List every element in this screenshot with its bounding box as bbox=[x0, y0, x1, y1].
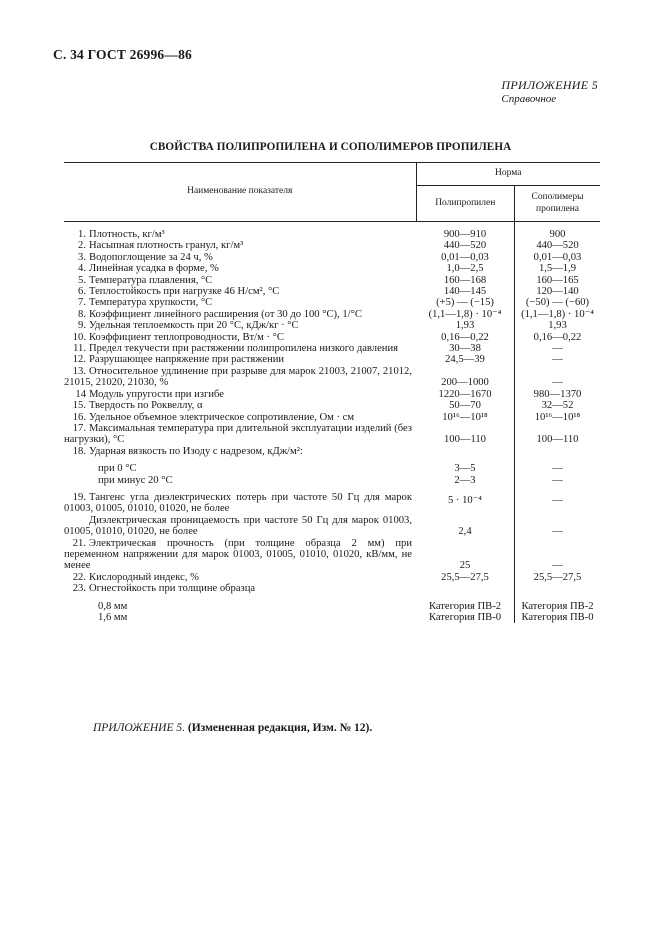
row-name: Максимальная температура при длительной эксплуатации изделий (без нагрузки), °С bbox=[64, 422, 412, 446]
value-polypropylene: Категория ПВ-0 bbox=[416, 612, 515, 623]
row-number: 19. bbox=[72, 491, 86, 503]
row-number: 3. bbox=[78, 251, 86, 263]
value-copolymer: — bbox=[552, 463, 563, 475]
row-name: при минус 20 °С bbox=[98, 474, 173, 486]
value-copolymer: — bbox=[552, 343, 563, 355]
row-name: Предел текучести при растяжении полипропилена низкого давления bbox=[89, 343, 398, 355]
value-copolymer: 160—165 bbox=[536, 274, 579, 286]
row-number: 8. bbox=[78, 308, 86, 320]
header-polypropylene: Полипропилен bbox=[416, 186, 515, 222]
table-row bbox=[64, 354, 600, 365]
value-polypropylene: 100—110 bbox=[416, 423, 515, 446]
properties-table bbox=[64, 162, 600, 623]
value-copolymer: 440—520 bbox=[536, 240, 579, 252]
table-row bbox=[64, 332, 600, 343]
table-row bbox=[64, 423, 600, 446]
page-header: С. 34 ГОСТ 26996—86 bbox=[53, 47, 192, 62]
document-title: СВОЙСТВА ПОЛИПРОПИЛЕНА И СОПОЛИМЕРОВ ПРОПИЛЕНА bbox=[149, 141, 512, 153]
row-name: Насыпная плотность гранул, кг/м³ bbox=[89, 240, 244, 252]
table-row bbox=[64, 583, 600, 600]
value-copolymer: 10¹⁶—10¹⁸ bbox=[534, 411, 581, 423]
value-polypropylene: 2,4 bbox=[416, 515, 515, 538]
row-name: Огнестойкость при толщине образца bbox=[89, 583, 256, 595]
value-copolymer: — bbox=[552, 354, 563, 366]
value-copolymer bbox=[515, 446, 601, 463]
row-name: Модуль упругости при изгибе bbox=[89, 388, 224, 400]
table-row bbox=[64, 412, 600, 423]
value-polypropylene: 0,01—0,03 bbox=[416, 252, 515, 263]
row-name: Ударная вязкость по Изоду с надрезом, кДж/м²: bbox=[89, 445, 303, 457]
value-polypropylene: Категория ПВ-2 bbox=[416, 601, 515, 612]
value-polypropylene bbox=[416, 583, 515, 600]
row-name: Относительное удлинение при разрыве для марок 21003, 21007, 21012, 21015, 21020, 21030, % bbox=[64, 365, 412, 389]
value-copolymer: Категория ПВ-2 bbox=[521, 600, 594, 612]
value-polypropylene: 2—3 bbox=[416, 475, 515, 486]
value-polypropylene: 0,16—0,22 bbox=[416, 332, 515, 343]
value-polypropylene: 140—145 bbox=[416, 286, 515, 297]
value-polypropylene: 10¹⁶—10¹⁸ bbox=[416, 412, 515, 423]
table-row bbox=[64, 601, 600, 612]
value-copolymer: — bbox=[552, 560, 563, 572]
row-number: 18. bbox=[72, 445, 86, 457]
table-row bbox=[64, 309, 600, 320]
header-copolymers-text: Сополимеры пропилена bbox=[531, 192, 584, 214]
value-polypropylene: 50—70 bbox=[416, 400, 515, 411]
row-name: Удельная теплоемкость при 20 °С, кДж/кг · °С bbox=[89, 320, 299, 332]
table-row bbox=[64, 229, 600, 240]
header-norma: Норма bbox=[416, 163, 600, 186]
row-name: Разрушающее напряжение при растяжении bbox=[89, 354, 285, 366]
value-polypropylene: 5 · 10⁻⁴ bbox=[416, 486, 515, 515]
appendix-sublabel: Справочное bbox=[501, 93, 557, 105]
row-number: 7. bbox=[78, 297, 86, 309]
row-name: Температура хрупкости, °С bbox=[89, 297, 213, 309]
footnote-amendment: (Измененная редакция, Изм. № 12). bbox=[187, 722, 373, 734]
table-row bbox=[64, 446, 600, 463]
footnote-appendix-ref: ПРИЛОЖЕНИЕ 5. bbox=[93, 722, 185, 734]
table-row bbox=[64, 572, 600, 583]
value-polypropylene: 1,0—2,5 bbox=[416, 263, 515, 274]
value-polypropylene: 3—5 bbox=[416, 463, 515, 474]
value-polypropylene: 200—1000 bbox=[416, 366, 515, 389]
row-number: 5. bbox=[78, 274, 86, 286]
value-copolymer: 900 bbox=[549, 229, 566, 240]
row-name: Тангенс угла диэлектрических потерь при частоте 50 Гц для марок 01003, 01005, 01010, 01020, не более bbox=[64, 491, 412, 515]
value-copolymer: — bbox=[552, 377, 563, 389]
table-row bbox=[64, 389, 600, 400]
row-name: Теплостойкость при нагрузке 46 Н/см², °С bbox=[89, 286, 280, 298]
table-row bbox=[64, 538, 600, 572]
value-polypropylene: (1,1—1,8) · 10⁻⁴ bbox=[416, 309, 515, 320]
row-name: при 0 °С bbox=[98, 463, 137, 475]
row-name: Коэффициент теплопроводности, Вт/м · °С bbox=[89, 331, 284, 343]
value-copolymer: 100—110 bbox=[536, 434, 579, 446]
row-number: 21. bbox=[72, 537, 86, 549]
row-number: 15. bbox=[72, 400, 86, 412]
value-copolymer: 32—52 bbox=[541, 400, 574, 412]
value-polypropylene: 440—520 bbox=[416, 240, 515, 251]
value-copolymer bbox=[515, 583, 601, 600]
value-polypropylene: (+5) — (−15) bbox=[416, 297, 515, 308]
table-row bbox=[64, 286, 600, 297]
value-polypropylene bbox=[416, 446, 515, 463]
value-copolymer: — bbox=[552, 494, 563, 506]
row-number: 4. bbox=[78, 263, 86, 275]
row-number: 6. bbox=[78, 286, 86, 298]
footnote bbox=[93, 722, 372, 734]
row-number: 22. bbox=[72, 571, 86, 583]
table-row bbox=[64, 612, 600, 623]
row-number: 17. bbox=[72, 422, 86, 434]
table-row bbox=[64, 400, 600, 411]
header-copolymers bbox=[515, 186, 601, 222]
value-copolymer: 980—1370 bbox=[533, 388, 582, 400]
table-row bbox=[64, 320, 600, 331]
row-number: 11. bbox=[73, 343, 86, 355]
row-name: Электрическая прочность (при толщине образца 2 мм) при переменном напряжении для марок 01003, 01005, 01010, 01020, кВ/мм, не менее bbox=[64, 537, 412, 572]
table-body bbox=[64, 222, 600, 624]
value-polypropylene: 160—168 bbox=[416, 275, 515, 286]
value-copolymer: — bbox=[552, 526, 563, 538]
table-row bbox=[64, 515, 600, 538]
row-name: Удельное объемное электрическое сопротивление, Ом · см bbox=[89, 411, 355, 423]
row-number: 1. bbox=[78, 229, 86, 240]
row-name: Плотность, кг/м³ bbox=[89, 229, 165, 240]
value-copolymer: (−50) — (−60) bbox=[525, 297, 590, 309]
row-number: 12. bbox=[72, 354, 86, 366]
row-name: 1,6 мм bbox=[98, 612, 128, 623]
value-copolymer: 0,01—0,03 bbox=[533, 251, 582, 263]
table-row bbox=[64, 263, 600, 274]
row-number: 23. bbox=[72, 583, 86, 595]
value-copolymer: 1,93 bbox=[548, 320, 567, 332]
row-name: Линейная усадка в форме, % bbox=[89, 263, 219, 275]
row-number: 13. bbox=[72, 365, 86, 377]
value-polypropylene: 900—910 bbox=[416, 229, 515, 240]
table-row bbox=[64, 486, 600, 515]
row-name: Диэлектрическая проницаемость при частоте 50 Гц для марок 01003, 01005, 01010, 01020, не более bbox=[64, 514, 412, 538]
value-polypropylene: 30—38 bbox=[416, 343, 515, 354]
row-number: 16. bbox=[72, 411, 86, 423]
table-row bbox=[64, 463, 600, 474]
value-polypropylene: 1220—1670 bbox=[416, 389, 515, 400]
appendix-label-block bbox=[501, 78, 598, 105]
value-copolymer: 0,16—0,22 bbox=[533, 331, 582, 343]
table-row bbox=[64, 475, 600, 486]
row-number: 14 bbox=[75, 388, 86, 400]
value-copolymer: (1,1—1,8) · 10⁻⁴ bbox=[521, 308, 594, 320]
value-polypropylene: 25,5—27,5 bbox=[416, 572, 515, 583]
row-name: Температура плавления, °С bbox=[89, 274, 213, 286]
table-row bbox=[64, 297, 600, 308]
row-name: Твердость по Роквеллу, α bbox=[89, 400, 203, 412]
table-row bbox=[64, 366, 600, 389]
table-row bbox=[64, 252, 600, 263]
table-row bbox=[64, 343, 600, 354]
value-polypropylene: 24,5—39 bbox=[416, 354, 515, 365]
header-property-name: Наименование показателя bbox=[64, 163, 416, 222]
value-copolymer: Категория ПВ-0 bbox=[521, 612, 594, 623]
value-copolymer: 120—140 bbox=[536, 286, 579, 298]
value-polypropylene: 25 bbox=[416, 538, 515, 572]
row-name: Водопоглощение за 24 ч, % bbox=[89, 251, 213, 263]
appendix-label: ПРИЛОЖЕНИЕ 5 bbox=[501, 78, 598, 92]
row-number: 9. bbox=[78, 320, 86, 332]
value-copolymer: — bbox=[552, 474, 563, 486]
value-copolymer: 25,5—27,5 bbox=[533, 571, 582, 583]
row-number: 10. bbox=[72, 331, 86, 343]
table-row bbox=[64, 240, 600, 251]
row-name: Кислородный индекс, % bbox=[89, 571, 199, 583]
table-row bbox=[64, 275, 600, 286]
row-name: 0,8 мм bbox=[98, 600, 128, 612]
value-copolymer: 1,5—1,9 bbox=[538, 263, 577, 275]
row-name: Коэффициент линейного расширения (от 30 до 100 °С), 1/°С bbox=[89, 308, 362, 320]
value-polypropylene: 1,93 bbox=[416, 320, 515, 331]
row-number: 2. bbox=[78, 240, 86, 252]
